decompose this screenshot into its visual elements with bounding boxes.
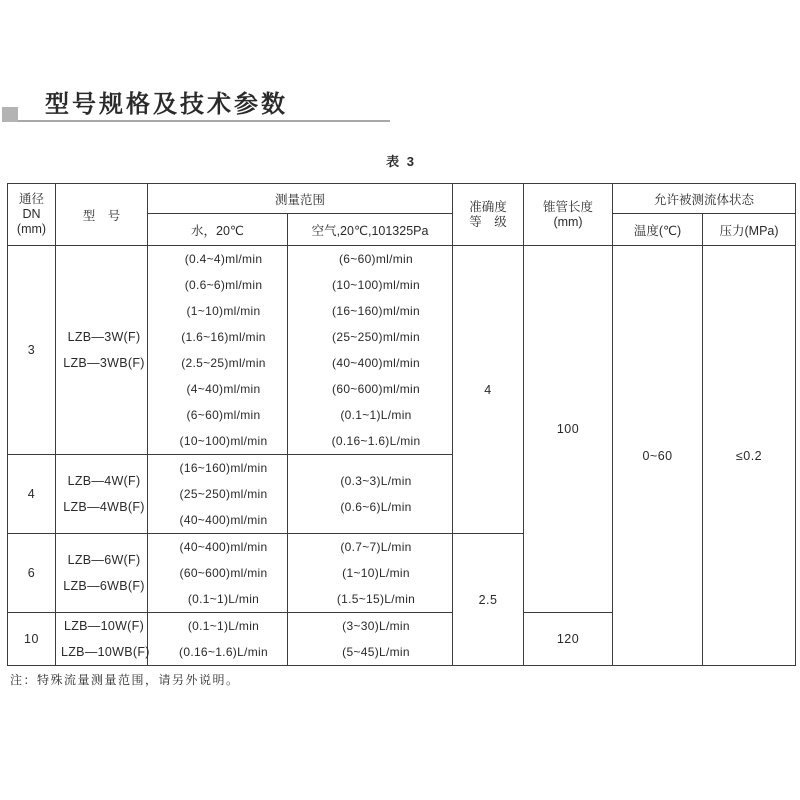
table-body (8, 246, 796, 666)
model-line: LZB—4W(F) (67, 474, 141, 488)
accuracy-cell: 2.5 (453, 534, 524, 666)
footnote: 注：特殊流量测量范围，请另外说明。 (10, 673, 240, 687)
water-range-cell (148, 613, 288, 666)
air-range-line: (60~600)ml/min (332, 382, 420, 396)
title-underline (18, 120, 390, 122)
model-line: LZB—3WB(F) (63, 356, 145, 370)
water-range-line: (40~400)ml/min (179, 513, 268, 527)
water-range-line: (16~160)ml/min (179, 461, 268, 475)
dn-header-cell (8, 184, 56, 246)
air-range-line: (0.3~3)L/min (340, 474, 412, 488)
page-title: 型号规格及技术参数 (45, 91, 288, 118)
water-range-line: (1.6~16)ml/min (181, 330, 266, 344)
dn-cell: 6 (8, 534, 56, 613)
water-range-line: (0.4~4)ml/min (184, 252, 263, 266)
water-range-line: (10~100)ml/min (179, 434, 268, 448)
air-range-line: (0.7~7)L/min (340, 540, 412, 554)
model-line: LZB—10W(F) (63, 619, 145, 633)
air-range-line: (0.16~1.6)L/min (331, 434, 421, 448)
model-cell (56, 534, 148, 613)
cone-length-cell: 100 (524, 246, 613, 613)
water-range-line: (0.1~1)L/min (187, 592, 260, 606)
air-range-cell (288, 613, 453, 666)
model-line: LZB—3W(F) (67, 330, 141, 344)
cone-header-cell (524, 184, 613, 246)
model-cell (56, 455, 148, 534)
header-row-1 (8, 184, 796, 214)
dn-cell: 3 (8, 246, 56, 455)
water-range-line: (60~600)ml/min (179, 566, 268, 580)
air-range-line: (1.5~15)L/min (336, 592, 416, 606)
dn-header-line: DN (22, 207, 41, 221)
model-line: LZB—10WB(F) (61, 645, 150, 659)
pressure-header-cell: 压力(MPa) (703, 214, 796, 246)
dn-cell: 4 (8, 455, 56, 534)
temperature-cell: 0~60 (613, 246, 703, 666)
air-range-line: (0.1~1)L/min (340, 408, 412, 422)
model-line: LZB—6WB(F) (63, 579, 145, 593)
water-header-cell: 水，20℃ (148, 214, 288, 246)
section-bullet-square-icon (2, 107, 18, 122)
spec-table (7, 183, 796, 666)
table-row-dn-3 (8, 246, 796, 455)
model-header-cell: 型 号 (56, 184, 148, 246)
air-range-line: (25~250)ml/min (332, 330, 420, 344)
air-range-cell (288, 455, 453, 534)
pressure-cell: ≤0.2 (703, 246, 796, 666)
table-caption: 表 3 (386, 154, 416, 169)
cone-length-cell: 120 (524, 613, 613, 666)
air-range-line: (5~45)L/min (342, 645, 410, 659)
air-range-line: (1~10)L/min (342, 566, 410, 580)
air-range-line: (0.6~6)L/min (340, 500, 412, 514)
model-cell (56, 613, 148, 666)
air-range-line: (10~100)ml/min (332, 278, 420, 292)
cone-header-line: 锥管长度 (543, 199, 594, 214)
accuracy-header-line: 准确度 (469, 199, 507, 214)
air-header-cell: 空气,20℃,101325Pa (288, 214, 453, 246)
model-line: LZB—4WB(F) (63, 500, 145, 514)
accuracy-cell: 4 (453, 246, 524, 534)
fluid-group-header-cell: 允许被测流体状态 (613, 184, 796, 214)
water-range-line: (4~40)ml/min (186, 382, 261, 396)
dn-header-line: (mm) (16, 222, 47, 236)
model-line: LZB—6W(F) (67, 553, 141, 567)
air-range-cell (288, 246, 453, 455)
air-range-line: (6~60)ml/min (339, 252, 413, 266)
water-range-cell (148, 455, 288, 534)
dn-cell: 10 (8, 613, 56, 666)
water-range-line: (40~400)ml/min (179, 540, 268, 554)
water-range-line: (1~10)ml/min (186, 304, 261, 318)
temperature-header-cell: 温度(℃) (613, 214, 703, 246)
model-cell (56, 246, 148, 455)
water-range-line: (6~60)ml/min (186, 408, 261, 422)
water-range-line: (25~250)ml/min (179, 487, 268, 501)
water-range-cell (148, 534, 288, 613)
air-range-line: (40~400)ml/min (332, 356, 420, 370)
water-range-line: (0.6~6)ml/min (184, 278, 263, 292)
water-range-line: (0.1~1)L/min (187, 619, 260, 633)
water-range-line: (2.5~25)ml/min (181, 356, 266, 370)
air-range-line: (3~30)L/min (342, 619, 410, 633)
accuracy-header-cell (453, 184, 524, 246)
table-header (8, 184, 796, 246)
cone-header-line: (mm) (553, 214, 583, 229)
air-range-cell (288, 534, 453, 613)
water-range-line: (0.16~1.6)L/min (179, 645, 268, 659)
range-group-header-cell: 测量范围 (148, 184, 453, 214)
accuracy-header-line: 等 级 (469, 214, 507, 229)
air-range-line: (16~160)ml/min (332, 304, 420, 318)
dn-header-line: 通径 (18, 192, 44, 206)
water-range-cell (148, 246, 288, 455)
